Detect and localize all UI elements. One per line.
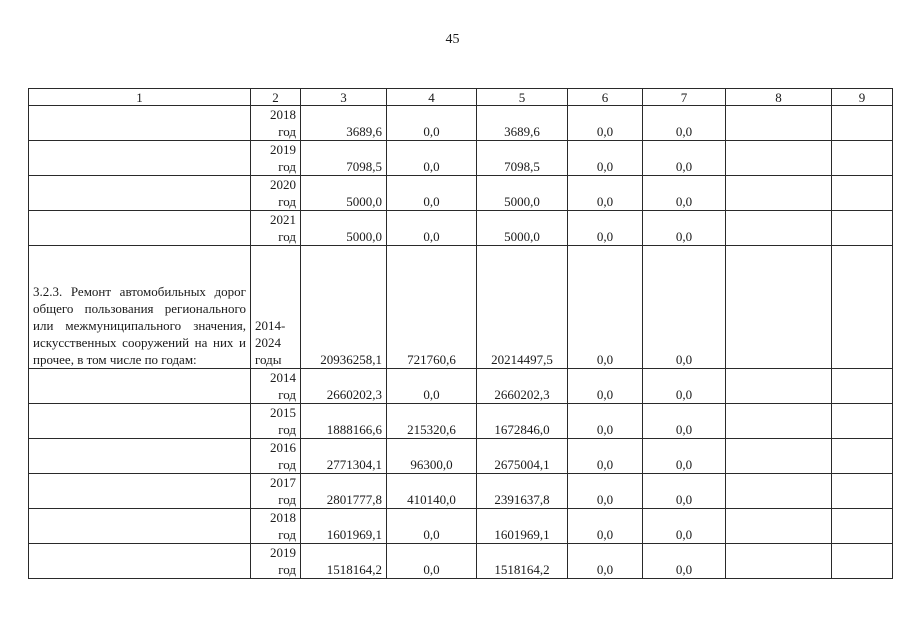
year-cell	[251, 106, 301, 141]
year-value: 2018	[270, 510, 296, 525]
empty-cell	[726, 474, 832, 509]
year-value: 2019	[270, 142, 296, 157]
table-row	[29, 106, 893, 141]
year-value: 2021	[270, 212, 296, 227]
page-number: 45	[445, 32, 460, 47]
regional-cell: 7098,5	[477, 141, 568, 176]
description-cell	[29, 544, 251, 579]
other-cell: 0,0	[643, 509, 726, 544]
year-unit: год	[278, 159, 296, 174]
year-unit: год	[278, 492, 296, 507]
year-unit: год	[278, 229, 296, 244]
empty-cell	[832, 544, 893, 579]
header-cell: 5	[477, 89, 568, 106]
header-cell: 2	[251, 89, 301, 106]
year-unit: год	[278, 194, 296, 209]
year-cell	[251, 439, 301, 474]
description-cell	[29, 509, 251, 544]
header-cell: 7	[643, 89, 726, 106]
regional-cell: 2660202,3	[477, 369, 568, 404]
description-cell	[29, 439, 251, 474]
year-value: 2018	[270, 107, 296, 122]
year-unit: год	[278, 387, 296, 402]
empty-cell	[832, 474, 893, 509]
year-cell	[251, 211, 301, 246]
regional-cell: 2675004,1	[477, 439, 568, 474]
header-row	[29, 89, 893, 106]
other-cell: 0,0	[643, 211, 726, 246]
year-value: 2016	[270, 440, 296, 455]
empty-cell	[726, 544, 832, 579]
description-cell	[29, 106, 251, 141]
year-value: 2015	[270, 405, 296, 420]
year-cell	[251, 141, 301, 176]
description-cell	[29, 404, 251, 439]
other-cell: 0,0	[643, 474, 726, 509]
total-cell: 2660202,3	[301, 369, 387, 404]
regional-cell: 1518164,2	[477, 544, 568, 579]
year-cell	[251, 544, 301, 579]
federal-cell: 721760,6	[387, 246, 477, 369]
year-unit: год	[278, 562, 296, 577]
year-value: 2020	[270, 177, 296, 192]
year-cell	[251, 474, 301, 509]
year-unit: год	[278, 457, 296, 472]
local-cell: 0,0	[568, 404, 643, 439]
table-row	[29, 404, 893, 439]
empty-cell	[832, 176, 893, 211]
year-cell	[251, 176, 301, 211]
other-cell: 0,0	[643, 439, 726, 474]
empty-cell	[832, 106, 893, 141]
year-value: 2019	[270, 545, 296, 560]
table-row	[29, 211, 893, 246]
year-unit: год	[278, 422, 296, 437]
header-cell: 4	[387, 89, 477, 106]
other-cell: 0,0	[643, 404, 726, 439]
other-cell: 0,0	[643, 106, 726, 141]
empty-cell	[726, 246, 832, 369]
description-cell	[29, 474, 251, 509]
year-value: 2017	[270, 475, 296, 490]
description-cell	[29, 211, 251, 246]
other-cell: 0,0	[643, 369, 726, 404]
other-cell: 0,0	[643, 141, 726, 176]
empty-cell	[832, 211, 893, 246]
section-description: 3.2.3. Ремонт автомобильных дорог общего пользования регионального или межмуниципального значения, искусственных сооружений на них и прочее, в том числе по годам:	[29, 246, 251, 369]
total-cell: 1888166,6	[301, 404, 387, 439]
federal-cell: 0,0	[387, 211, 477, 246]
regional-cell: 1672846,0	[477, 404, 568, 439]
description-cell	[29, 141, 251, 176]
year-cell	[251, 509, 301, 544]
local-cell: 0,0	[568, 544, 643, 579]
local-cell: 0,0	[568, 369, 643, 404]
total-cell: 2771304,1	[301, 439, 387, 474]
empty-cell	[832, 404, 893, 439]
federal-cell: 0,0	[387, 106, 477, 141]
local-cell: 0,0	[568, 246, 643, 369]
table-row	[29, 474, 893, 509]
regional-cell: 20214497,5	[477, 246, 568, 369]
total-cell: 2801777,8	[301, 474, 387, 509]
local-cell: 0,0	[568, 141, 643, 176]
total-cell: 5000,0	[301, 176, 387, 211]
description-cell	[29, 369, 251, 404]
header-cell: 8	[726, 89, 832, 106]
other-cell: 0,0	[643, 544, 726, 579]
empty-cell	[832, 439, 893, 474]
year-cell	[251, 369, 301, 404]
regional-cell: 2391637,8	[477, 474, 568, 509]
description-cell	[29, 176, 251, 211]
total-cell: 3689,6	[301, 106, 387, 141]
empty-cell	[832, 141, 893, 176]
federal-cell: 0,0	[387, 509, 477, 544]
local-cell: 0,0	[568, 176, 643, 211]
period-cell	[251, 246, 301, 369]
year-cell	[251, 404, 301, 439]
federal-cell: 96300,0	[387, 439, 477, 474]
regional-cell: 5000,0	[477, 211, 568, 246]
empty-cell	[726, 176, 832, 211]
empty-cell	[726, 439, 832, 474]
year-unit: год	[278, 527, 296, 542]
period-line: 2014-	[255, 318, 286, 333]
table-row	[29, 509, 893, 544]
empty-cell	[726, 509, 832, 544]
local-cell: 0,0	[568, 439, 643, 474]
other-cell: 0,0	[643, 176, 726, 211]
empty-cell	[726, 141, 832, 176]
empty-cell	[726, 404, 832, 439]
federal-cell: 410140,0	[387, 474, 477, 509]
total-cell: 1518164,2	[301, 544, 387, 579]
total-cell: 7098,5	[301, 141, 387, 176]
regional-cell: 3689,6	[477, 106, 568, 141]
table-row	[29, 544, 893, 579]
table-row	[29, 176, 893, 211]
table-row	[29, 369, 893, 404]
federal-cell: 0,0	[387, 176, 477, 211]
period-line: годы	[255, 352, 282, 367]
header-cell: 3	[301, 89, 387, 106]
total-cell: 1601969,1	[301, 509, 387, 544]
header-cell: 1	[29, 89, 251, 106]
empty-cell	[832, 509, 893, 544]
other-cell: 0,0	[643, 246, 726, 369]
total-cell: 20936258,1	[301, 246, 387, 369]
header-cell: 9	[832, 89, 893, 106]
empty-cell	[726, 369, 832, 404]
year-value: 2014	[270, 370, 296, 385]
period-line: 2024	[255, 335, 281, 350]
federal-cell: 0,0	[387, 141, 477, 176]
table-row	[29, 439, 893, 474]
regional-cell: 5000,0	[477, 176, 568, 211]
empty-cell	[726, 211, 832, 246]
total-cell: 5000,0	[301, 211, 387, 246]
local-cell: 0,0	[568, 509, 643, 544]
empty-cell	[726, 106, 832, 141]
header-cell: 6	[568, 89, 643, 106]
empty-cell	[832, 369, 893, 404]
section-row	[29, 246, 893, 369]
federal-cell: 215320,6	[387, 404, 477, 439]
budget-table	[28, 88, 893, 579]
empty-cell	[832, 246, 893, 369]
table-row	[29, 141, 893, 176]
regional-cell: 1601969,1	[477, 509, 568, 544]
local-cell: 0,0	[568, 211, 643, 246]
federal-cell: 0,0	[387, 369, 477, 404]
year-unit: год	[278, 124, 296, 139]
local-cell: 0,0	[568, 106, 643, 141]
local-cell: 0,0	[568, 474, 643, 509]
federal-cell: 0,0	[387, 544, 477, 579]
